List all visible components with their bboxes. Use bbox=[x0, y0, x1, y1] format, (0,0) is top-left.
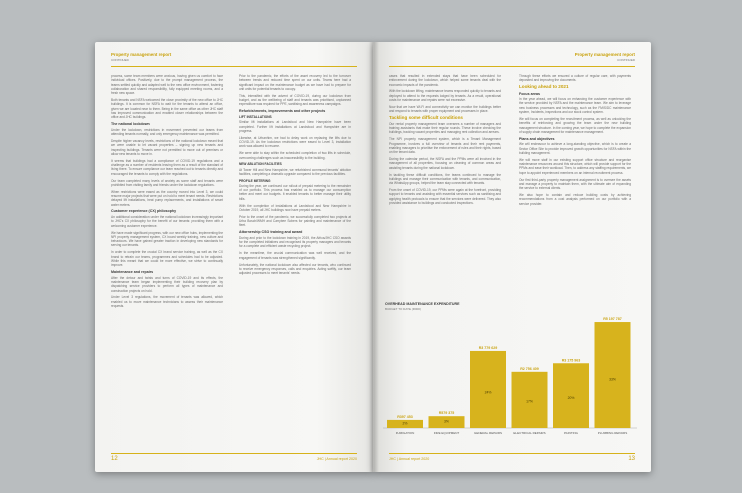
body-paragraph: At Tower Hill and New Hampshire, we refurbished communal tenants' ablution facilities, completing a dramatic upgrade compared to the previous facilities. bbox=[239, 167, 351, 176]
section-heading: Looking ahead to 2021 bbox=[519, 84, 569, 90]
body-paragraph: During the calendar period, the NSFA and the PPMs were all involved in the management of all properties, focusing on cleaning of common areas and assisting tenants during the national lockdown. bbox=[389, 157, 501, 170]
body-paragraph: We will endeavour to achieve a long-standing objective, which is to create a Sector Office Site to provide improved growth opportunities for NSFA within the building management. bbox=[519, 142, 631, 155]
bar-value-label: R5 197 787 bbox=[603, 317, 622, 322]
left-column-2 bbox=[239, 74, 351, 278]
expenditure-bar-chart bbox=[383, 310, 639, 448]
section-heading: Customer experience (CX) philosophy bbox=[111, 209, 177, 214]
body-paragraph: Our team completed many levels of anxiety as some staff and tenants were prohibited from visiting family and friends under the lockdown regulations. bbox=[111, 178, 223, 187]
section-heading: The national lockdown bbox=[111, 122, 150, 127]
body-paragraph: In order to complete the crucial CX brand service training, as well as the CX brand to retrain our teams, programmes and schedules had to be adjusted. While this meant that we could be more effective, we strive to continually improve. bbox=[111, 250, 223, 268]
body-paragraph: This, intensified with the advent of COVID-19, during our lockdown from budget, and as the wellbeing of staff and tenants was prioritised, unplanned expenditure was required for PPE, sanitising and awareness campaigns. bbox=[239, 93, 351, 107]
right-column-1 bbox=[389, 74, 501, 296]
running-head-title: Property management report bbox=[574, 52, 635, 57]
bar-percent-label: 3% bbox=[444, 419, 449, 424]
left-page bbox=[95, 42, 373, 472]
page-number: 13 bbox=[628, 456, 635, 462]
body-paragraph: We will focus on completing the recruitment process, as well as unlocking the benefits of reinforcing and growing the team under the new building management structure. In the coming year, we hope to complete the expansion of supply chain management for maintenance management. bbox=[519, 116, 631, 134]
bar-percent-label: 24% bbox=[484, 390, 492, 395]
footer-rule bbox=[111, 453, 357, 454]
right-column-2 bbox=[519, 74, 631, 296]
footer-text: JHC | Annual report 2020 bbox=[389, 457, 430, 461]
bar-category-label: GENERAL REPAIRS bbox=[473, 431, 503, 435]
body-paragraph: Prior to the pandemic, the efforts of the asset recovery led to the turnover between trends and reduced time spent on our units. Teams here had a significant impact on the maintenance budget as we have had to prepare for unit units for potential tenants to occupy. bbox=[239, 74, 351, 91]
page-number: 12 bbox=[111, 456, 118, 462]
body-paragraph: Despite higher vacancy levels, restrictions of the national lockdown meant that we were unable to let vacant properties – signing up new tenants and inspecting buildings. Tenants were not permitted to move out of premises or allow new tenants to move in. bbox=[111, 138, 223, 156]
book-spread bbox=[95, 42, 651, 472]
body-paragraph: After the detour and twists and turns of COVID-19 and its effects, the maintenance team began implementing their building recovery plan by dispatching service providers to perform all types of maintenance and construction projects on hold. bbox=[111, 275, 223, 293]
bar-category-label: ELECTRICAL REPAIRS bbox=[513, 431, 546, 435]
right-page bbox=[373, 42, 651, 472]
body-paragraph: Prior to the onset of the pandemic, we successfully completed two projects at Urba Bosch/WMH and Carrybee Sobers for painting and maintenance of the fleet. bbox=[239, 214, 351, 228]
body-paragraph: It seems that buildings had a compliance of COVID-19 regulations and a challenge as a number of residents leaving them as a result of the standard of living there. To ensure compliance our team reached out to tenants directly and encouraged the tenants to comply with the regulations. bbox=[111, 158, 223, 176]
body-paragraph: cases that resulted in extended stays that have been scheduled for enforcement during the lockdown, which helped some tenants deal with the economic impacts of the pandemic. bbox=[389, 74, 501, 87]
bar-percent-label: 33% bbox=[609, 377, 616, 382]
body-paragraph: During and prior to the lockdown training in 2019, the Africa/JHC CSO awards for the completed initiatives and recognised its property managers and tenants for a complete and efficient waste recycling project. bbox=[239, 235, 351, 249]
body-paragraph: We have made significant progress, with our new office hubs, implementing the NPI property management system, CX board weekly training, new culture and behaviours. We have gained greater traction in developing new standards for serving our tenants. bbox=[111, 230, 223, 248]
body-paragraph: We will move staff in our existing support office structure and reorganise maintenance resources around this structure, which will provide support for the PPMs and ease their workload. Then, to address any staffing requirements, we hope to appoint experienced members on an internal recruitment process. bbox=[519, 157, 631, 175]
bar-value-label: R2 756 409 bbox=[520, 366, 539, 371]
section-heading: Attornership CSO training and award bbox=[239, 230, 303, 235]
body-paragraph: When restrictions were eased as the country moved into Level 3, we could resume major projects that were put on hold to meet tenant needs. Restrictions delayed lift installations, heat pump replacements, and installations of smart water meters. bbox=[111, 189, 223, 207]
bar-value-label: R397 453 bbox=[397, 414, 413, 419]
subsection-heading: NEW ABLUTION FACILITIES bbox=[239, 162, 282, 167]
bar-category-label: PLUMBING REPAIRS bbox=[597, 431, 628, 435]
bar-percent-label: 17% bbox=[526, 399, 533, 404]
body-paragraph: During the year, we continued our rollout of prepaid metering to the remainder of our portfolio. This process has enabled us to manage our consumption better and meet our budgets. It enabled tenants to better manage their utility bills. bbox=[239, 183, 351, 201]
bar-category-label: FIRE EQUIPMENT bbox=[433, 431, 460, 435]
book-gutter bbox=[369, 42, 379, 472]
body-paragraph: Under Level 3 regulations, the movement of tenants was allowed, which enabled us to move maintenance technicians to assess their maintenance requests. bbox=[111, 295, 223, 309]
running-head-continued: CONTINUED bbox=[617, 58, 635, 62]
section-heading: Maintenance and repairs bbox=[111, 270, 154, 275]
body-paragraph: We were able to stay within the scheduled completion of two lifts in schedule, overcoming challenges such as inaccessibility to the building. bbox=[239, 151, 351, 160]
section-heading: Focus areas bbox=[519, 91, 540, 96]
bar-category-label: FUMIGATION bbox=[395, 431, 415, 435]
body-paragraph: In tackling these difficult conditions, the teams continued to manage the buildings and manage their communication with tenants, and communication, via WhatsApp groups, helped the team stay connected with tenants. bbox=[389, 172, 501, 186]
body-paragraph: In the year ahead, we will focus on enhancing the customer experience with the service provided by NSFA and the maintenance team. We aim to leverage new business processes and technology, such as the FMIS/DC maintenance system, Incidents, inspections and our stock control system. bbox=[519, 97, 631, 115]
body-paragraph: In the meantime, the crucial communication was well received, and the engagement of tenants was strengthened significantly. bbox=[239, 251, 351, 260]
body-paragraph: From the onset of COVID-19, our PPMs were again at the forefront, providing support to tenants and assisting with essential services such as sanitising and applying health protocols to ensure that the services were delivered. They also provided assistance to buildings and conducted inspections. bbox=[389, 187, 501, 205]
bar-value-label: R3 175 963 bbox=[561, 358, 581, 363]
chart-subtitle: BUDGET TO DATE (R000) bbox=[385, 307, 421, 311]
body-paragraph: Now that we have Wi-Fi and connectivity we can monitor the buildings better and respond to tenants with proper equipment and processes in place. bbox=[389, 104, 501, 114]
bar-category-label: PAINTING bbox=[564, 431, 578, 435]
body-paragraph: With the completion of installations at Landsfood and New Hampshire in October 2019, all JHC buildings now have prepaid meters. bbox=[239, 203, 351, 212]
body-paragraph: Our rental property management team oversees a number of managers and training assistants that make their regular rounds. These involve checking the buildings, tracking vacant properties and managing rent collection and arrears. bbox=[389, 121, 501, 135]
running-head-continued: CONTINUED bbox=[111, 58, 129, 62]
header-rule bbox=[111, 66, 357, 67]
running-head bbox=[575, 52, 635, 62]
body-paragraph: We also hope to contain and reduce building costs by achieving recommendations from a cost analysis performed on our portfolio with a service provider. bbox=[519, 193, 631, 206]
body-paragraph: Unfortunately, the national lockdown also affected our tenants, who continued to receive emergency responses, calls and enquiries. Acting swiftly, our team adjusted processes to meet tenants' needs. bbox=[239, 262, 351, 276]
bar-percent-label: 20% bbox=[567, 395, 575, 400]
bar-plumbing-repairs bbox=[595, 322, 631, 428]
footer-rule bbox=[389, 453, 635, 454]
body-paragraph: Both tenants and NSFA welcomed the close proximity of the new office to JHC buildings. It is common for NSFA to wait for the tenants to attend an office, given we are located near to them. Being in the same office as other JHC staff has improved communication and enabled closer relationships between the office and JHC buildings. bbox=[111, 98, 223, 120]
body-paragraph: Our first third-party property management assignment is to oversee the assets and manage a property to maintain them, with the ultimate aim of expanding the service to external clients. bbox=[519, 177, 631, 191]
body-paragraph: Likewise, at Urbanhim, we had to delay work on replacing the lifts due to COVID-19. As the lockdown restrictions were eased to Level 3, installation work was allowed to resume. bbox=[239, 135, 351, 149]
section-heading: Tackling some difficult conditions bbox=[389, 115, 463, 121]
section-heading: Plans and objectives bbox=[519, 136, 555, 141]
body-paragraph: process, some team members were anxious, having given us comfort to face individual offices. Positively, due to the prompt management process, the teams settled quickly and adapted well to the new office environment, fostering collaboration and shared responsibility, fully equipped meeting rooms, and a fresh new space. bbox=[111, 74, 223, 96]
chart-title: OVERHEAD MAINTENANCE EXPENDITURE bbox=[385, 302, 460, 306]
body-paragraph: An additional consideration under the national lockdown increasingly important to JHC's CX philosophy for the benefit of our tenants: providing them with a welcoming customer experience. bbox=[111, 215, 223, 228]
left-column-1 bbox=[111, 74, 223, 311]
bar-value-label: R579 375 bbox=[438, 411, 455, 416]
running-head bbox=[111, 52, 171, 62]
subsection-heading: LIFT INSTALLATIONS bbox=[239, 115, 272, 120]
bar-value-label: R3 779 629 bbox=[478, 345, 498, 350]
section-heading: Refurbishments, improvements and other projects bbox=[239, 109, 326, 114]
footer-text: JHC | Annual report 2020 bbox=[316, 457, 357, 461]
header-rule bbox=[389, 66, 635, 67]
body-paragraph: With the lockdown lifting, maintenance teams responded quickly to tenants and deployed to attend to the requests lodged by tenants. As a result, operational costs for maintenance and repairs were not excessive. bbox=[389, 89, 501, 103]
running-head-title: Property management report bbox=[111, 52, 172, 57]
body-paragraph: Similar lift installations at Landsfood and New Hampshire have been completed. Further lift installations at Landsfood and Hampshire are in progress. bbox=[239, 120, 351, 133]
subsection-heading: PROFILE METERING bbox=[239, 178, 271, 183]
body-paragraph: Under the lockdown, restrictions in movement prevented our teams from attending tenants normally, and only emergency maintenance was permitted. bbox=[111, 127, 223, 137]
bar-percent-label: 2% bbox=[402, 421, 408, 426]
body-paragraph: Through these efforts we ensured a culture of regular care, with payments deposited and improving the documents. bbox=[519, 74, 631, 83]
body-paragraph: The NPI property management system, which is a Tenant Management Programme, involves a full overview of tenants and their rent payments, enabling managers to prioritise the enforcement of rules and their rights, based on the tenant data. bbox=[389, 137, 501, 155]
